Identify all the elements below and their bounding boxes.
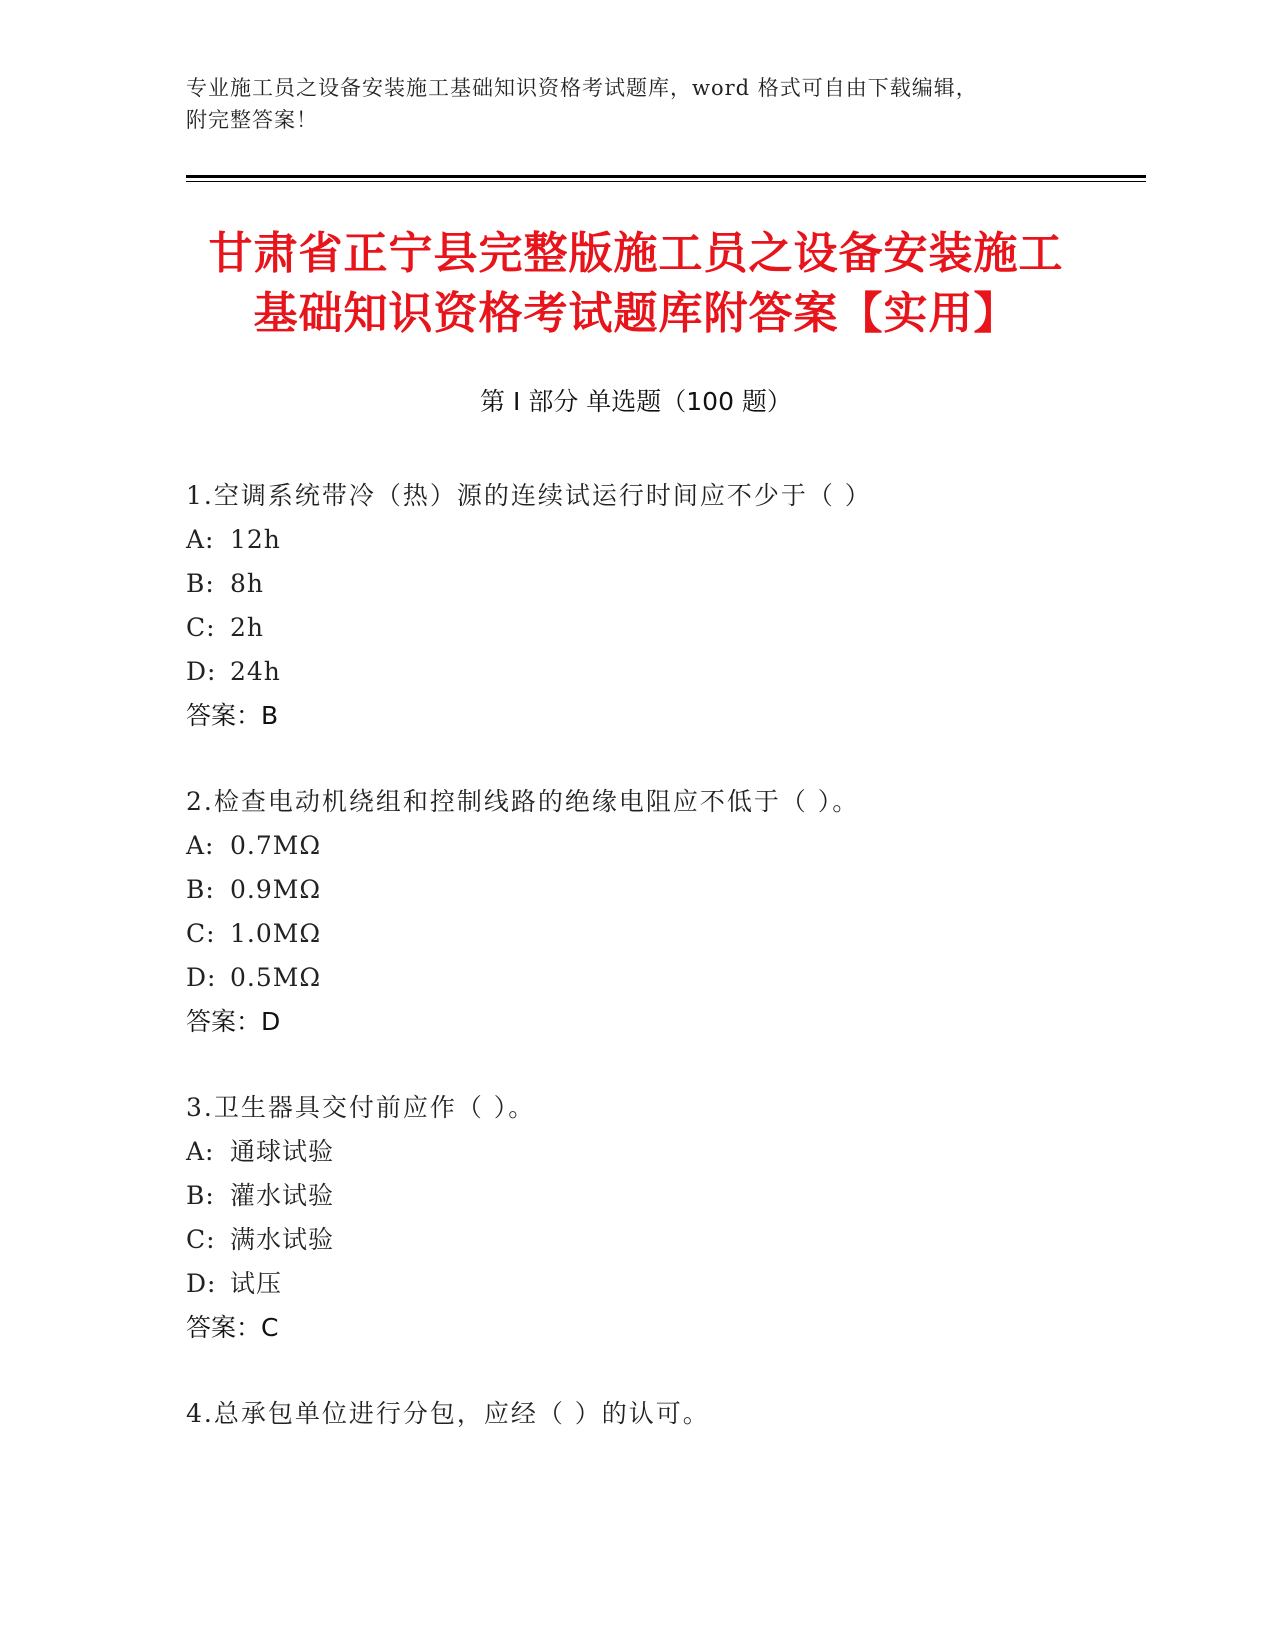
option-c <box>186 912 1146 956</box>
option-c <box>186 606 1146 650</box>
question-stem: 2.检查电动机绕组和控制线路的绝缘电阻应不低于（ ）。 <box>186 787 860 816</box>
option-text: 1.0MΩ <box>230 919 322 948</box>
option-text: 0.7MΩ <box>230 831 322 860</box>
header-note <box>186 72 1066 136</box>
option-key: B: <box>186 1181 215 1210</box>
option-text: 0.9MΩ <box>230 875 322 904</box>
document-title <box>186 224 1086 344</box>
answer-text: 答案：B <box>186 701 279 730</box>
header-divider-thick <box>186 175 1146 178</box>
option-key: C: <box>186 919 216 948</box>
question-item <box>186 780 1146 1044</box>
option-text: 通球试验 <box>230 1137 335 1166</box>
document-title-line-1: 甘肃省正宁县完整版施工员之设备安装施工 <box>208 228 1064 279</box>
option-key: D: <box>186 963 217 992</box>
document-title-line-2: 基础知识资格考试题库附答案【实用】 <box>253 288 1019 339</box>
option-a <box>186 824 1146 868</box>
section-title: 第 I 部分 单选题（100 题） <box>480 387 792 416</box>
option-text: 12h <box>230 525 281 554</box>
answer-text: 答案：C <box>186 1313 279 1342</box>
option-key: A: <box>186 1137 215 1166</box>
question-stem: 3.卫生器具交付前应作（ ）。 <box>186 1093 536 1122</box>
option-d <box>186 956 1146 1000</box>
option-text: 2h <box>230 613 265 642</box>
option-a <box>186 518 1146 562</box>
question-item <box>186 1086 1146 1350</box>
question-stem: 1.空调系统带冷（热）源的连续试运行时间应不少于（ ） <box>186 481 872 510</box>
option-b <box>186 868 1146 912</box>
option-key: D: <box>186 657 217 686</box>
option-key: A: <box>186 831 215 860</box>
option-key: A: <box>186 525 215 554</box>
option-key: C: <box>186 1225 216 1254</box>
option-b <box>186 1174 1146 1218</box>
option-key: D: <box>186 1269 217 1298</box>
option-key: B: <box>186 875 215 904</box>
question-item <box>186 474 1146 738</box>
option-b <box>186 562 1146 606</box>
option-a <box>186 1130 1146 1174</box>
option-text: 8h <box>230 569 265 598</box>
option-key: B: <box>186 569 215 598</box>
question-item <box>186 1392 1146 1436</box>
question-list <box>186 474 1146 1478</box>
header-note-line-1: 专业施工员之设备安装施工基础知识资格考试题库，word 格式可自由下载编辑， <box>186 76 978 100</box>
answer-text: 答案：D <box>186 1007 281 1036</box>
option-text: 试压 <box>230 1269 283 1298</box>
option-text: 满水试验 <box>230 1225 335 1254</box>
option-text: 灌水试验 <box>230 1181 335 1210</box>
option-c <box>186 1218 1146 1262</box>
option-text: 24h <box>230 657 281 686</box>
option-d <box>186 650 1146 694</box>
header-note-line-2: 附完整答案！ <box>186 108 318 132</box>
header-divider-thin <box>186 181 1146 182</box>
option-key: C: <box>186 613 216 642</box>
question-stem: 4.总承包单位进行分包，应经（ ）的认可。 <box>186 1399 710 1428</box>
option-text: 0.5MΩ <box>230 963 322 992</box>
option-d <box>186 1262 1146 1306</box>
